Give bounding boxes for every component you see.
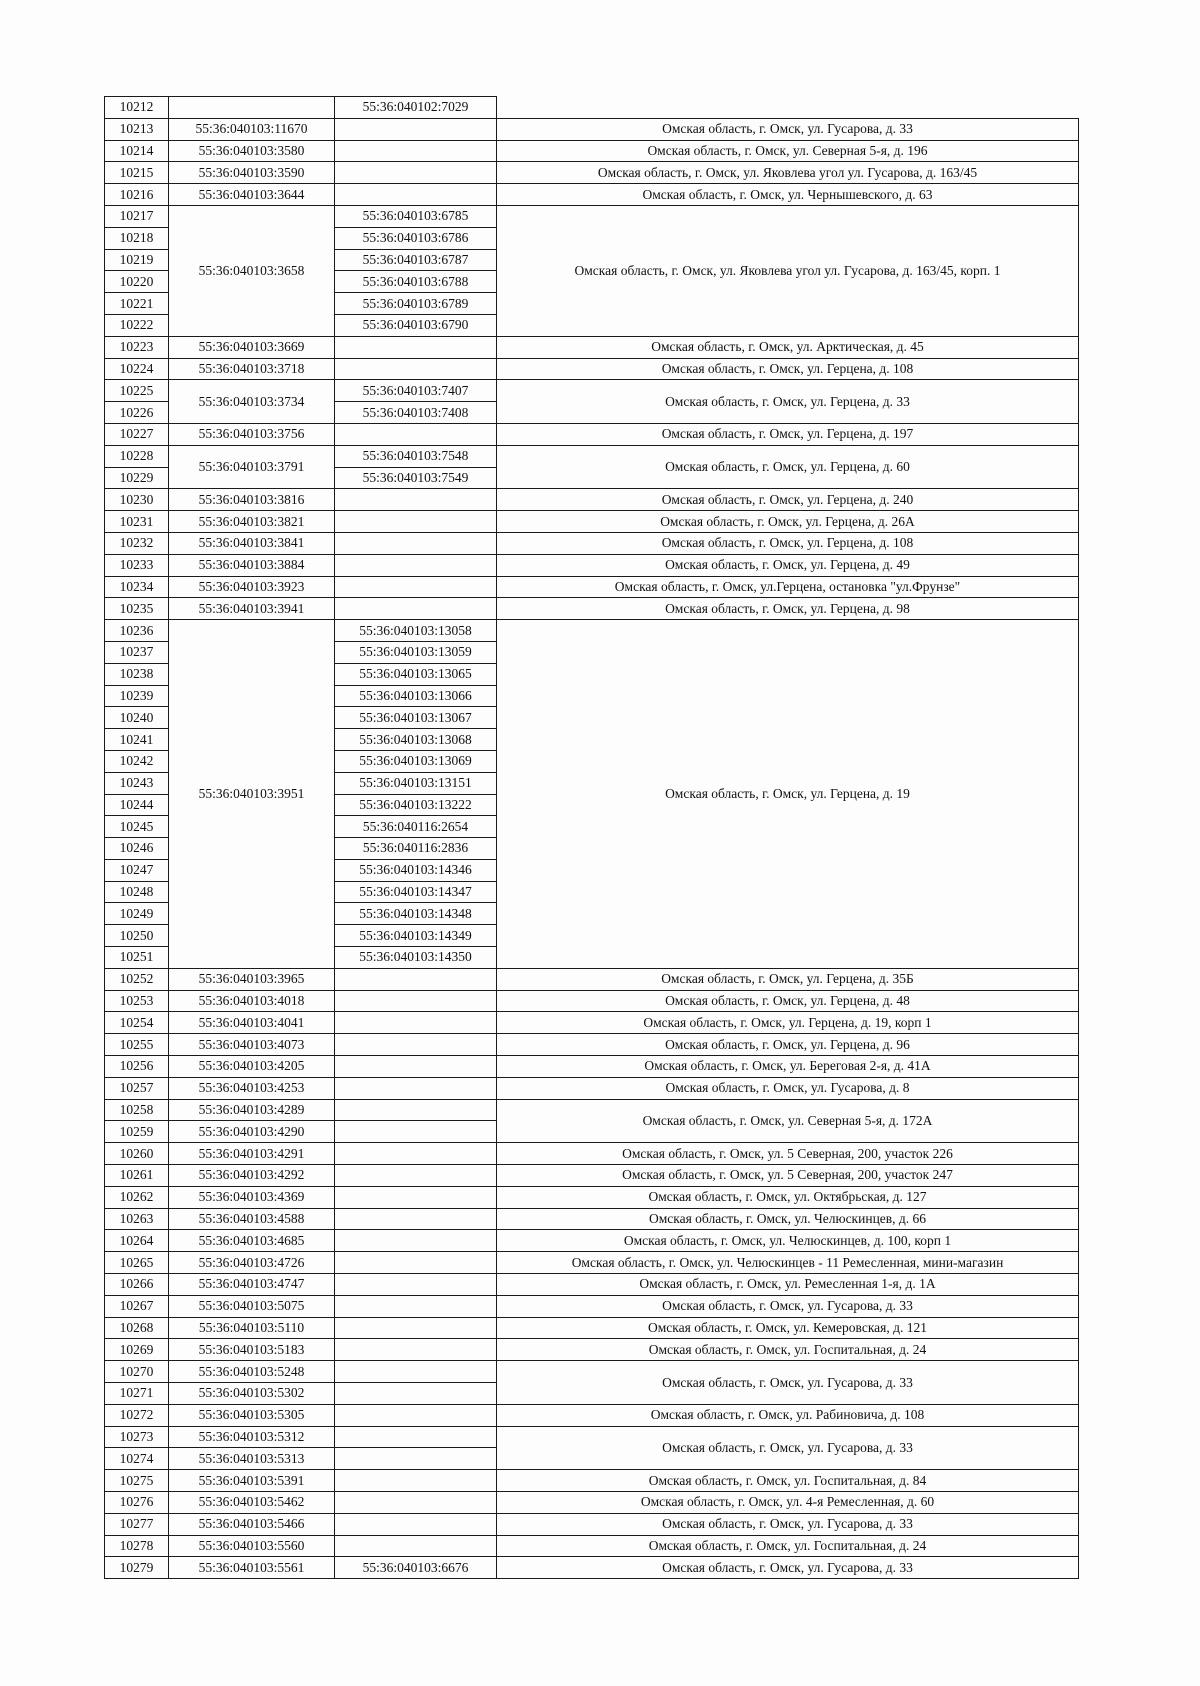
sub-cadastral-number-cell — [335, 1383, 497, 1405]
address-cell: Омская область, г. Омск, ул.Герцена, остановка "ул.Фрунзе" — [497, 576, 1079, 598]
cadastral-number-cell: 55:36:040103:5561 — [169, 1557, 335, 1579]
record-number-cell: 10276 — [105, 1492, 169, 1514]
table-row — [105, 140, 1079, 162]
sub-cadastral-number-cell — [335, 140, 497, 162]
sub-cadastral-number-cell — [335, 118, 497, 140]
address-cell: Омская область, г. Омск, ул. Герцена, д. 108 — [497, 358, 1079, 380]
table-row — [105, 532, 1079, 554]
address-cell: Омская область, г. Омск, ул. Гусарова, д. 33 — [497, 1513, 1079, 1535]
sub-cadastral-number-cell — [335, 423, 497, 445]
record-number-cell: 10265 — [105, 1252, 169, 1274]
address-cell: Омская область, г. Омск, ул. 5 Северная, 200, участок 226 — [497, 1143, 1079, 1165]
record-number-cell: 10269 — [105, 1339, 169, 1361]
sub-cadastral-number-cell — [335, 1470, 497, 1492]
table-row — [105, 336, 1079, 358]
sub-cadastral-number-cell: 55:36:040103:13067 — [335, 707, 497, 729]
table-row — [105, 1535, 1079, 1557]
sub-cadastral-number-cell: 55:36:040103:13069 — [335, 750, 497, 772]
table-row — [105, 423, 1079, 445]
address-cell: Омская область, г. Омск, ул. Герцена, д. 26А — [497, 511, 1079, 533]
address-cell: Омская область, г. Омск, ул. Береговая 2-я, д. 41А — [497, 1056, 1079, 1078]
sub-cadastral-number-cell — [335, 1012, 497, 1034]
cadastral-number-cell: 55:36:040103:4747 — [169, 1274, 335, 1296]
table-row — [105, 380, 1079, 402]
record-number-cell: 10220 — [105, 271, 169, 293]
address-cell: Омская область, г. Омск, ул. Герцена, д. 48 — [497, 990, 1079, 1012]
sub-cadastral-number-cell — [335, 554, 497, 576]
sub-cadastral-number-cell — [335, 1252, 497, 1274]
sub-cadastral-number-cell — [335, 1448, 497, 1470]
table-row — [105, 489, 1079, 511]
record-number-cell: 10234 — [105, 576, 169, 598]
sub-cadastral-number-cell — [335, 489, 497, 511]
sub-cadastral-number-cell: 55:36:040102:7029 — [335, 97, 497, 119]
record-number-cell: 10251 — [105, 947, 169, 969]
table-row — [105, 1230, 1079, 1252]
sub-cadastral-number-cell: 55:36:040103:14346 — [335, 859, 497, 881]
sub-cadastral-number-cell — [335, 1426, 497, 1448]
sub-cadastral-number-cell — [335, 162, 497, 184]
sub-cadastral-number-cell — [335, 598, 497, 620]
sub-cadastral-number-cell: 55:36:040103:6786 — [335, 227, 497, 249]
record-number-cell: 10239 — [105, 685, 169, 707]
cadastral-number-cell: 55:36:040103:4073 — [169, 1034, 335, 1056]
cadastral-number-cell: 55:36:040103:3734 — [169, 380, 335, 424]
table-row — [105, 1186, 1079, 1208]
record-number-cell: 10250 — [105, 925, 169, 947]
record-number-cell: 10227 — [105, 423, 169, 445]
sub-cadastral-number-cell — [335, 1274, 497, 1296]
cadastral-number-cell: 55:36:040103:4253 — [169, 1077, 335, 1099]
record-number-cell: 10268 — [105, 1317, 169, 1339]
cadastral-number-cell: 55:36:040103:3658 — [169, 205, 335, 336]
table-row — [105, 1143, 1079, 1165]
sub-cadastral-number-cell — [335, 1230, 497, 1252]
cadastral-number-cell: 55:36:040103:5248 — [169, 1361, 335, 1383]
sub-cadastral-number-cell: 55:36:040103:13222 — [335, 794, 497, 816]
table-row — [105, 1208, 1079, 1230]
address-cell: Омская область, г. Омск, ул. Челюскинцев, д. 66 — [497, 1208, 1079, 1230]
address-cell: Омская область, г. Омск, ул. Гусарова, д. 33 — [497, 118, 1079, 140]
cadastral-number-cell: 55:36:040103:3941 — [169, 598, 335, 620]
table-row — [105, 1470, 1079, 1492]
cadastral-number-cell: 55:36:040103:3821 — [169, 511, 335, 533]
address-cell: Омская область, г. Омск, ул. Герцена, д. 60 — [497, 445, 1079, 489]
sub-cadastral-number-cell — [335, 1165, 497, 1187]
cadastral-number-cell: 55:36:040103:11670 — [169, 118, 335, 140]
table-row — [105, 184, 1079, 206]
table-row — [105, 1099, 1079, 1121]
sub-cadastral-number-cell — [335, 1317, 497, 1339]
record-number-cell: 10266 — [105, 1274, 169, 1296]
cadastral-number-cell: 55:36:040103:5183 — [169, 1339, 335, 1361]
sub-cadastral-number-cell: 55:36:040103:6790 — [335, 314, 497, 336]
sub-cadastral-number-cell: 55:36:040103:7548 — [335, 445, 497, 467]
table-row — [105, 1274, 1079, 1296]
table-row — [105, 1295, 1079, 1317]
address-cell: Омская область, г. Омск, ул. Рабиновича, д. 108 — [497, 1404, 1079, 1426]
sub-cadastral-number-cell: 55:36:040103:7407 — [335, 380, 497, 402]
cadastral-number-cell: 55:36:040103:5462 — [169, 1492, 335, 1514]
sub-cadastral-number-cell — [335, 184, 497, 206]
sub-cadastral-number-cell — [335, 1077, 497, 1099]
address-cell: Омская область, г. Омск, ул. Чернышевского, д. 63 — [497, 184, 1079, 206]
table-row — [105, 968, 1079, 990]
sub-cadastral-number-cell — [335, 1186, 497, 1208]
table-row — [105, 1012, 1079, 1034]
sub-cadastral-number-cell: 55:36:040103:13065 — [335, 663, 497, 685]
sub-cadastral-number-cell: 55:36:040103:13059 — [335, 641, 497, 663]
address-cell: Омская область, г. Омск, ул. Герцена, д. 33 — [497, 380, 1079, 424]
sub-cadastral-number-cell: 55:36:040103:14350 — [335, 947, 497, 969]
cadastral-number-cell: 55:36:040103:5560 — [169, 1535, 335, 1557]
cadastral-number-cell: 55:36:040103:5075 — [169, 1295, 335, 1317]
address-cell: Омская область, г. Омск, ул. Герцена, д. 108 — [497, 532, 1079, 554]
record-number-cell: 10213 — [105, 118, 169, 140]
sub-cadastral-number-cell — [335, 1143, 497, 1165]
record-number-cell: 10272 — [105, 1404, 169, 1426]
address-cell: Омская область, г. Омск, ул. Ремесленная 1-я, д. 1А — [497, 1274, 1079, 1296]
sub-cadastral-number-cell: 55:36:040103:6785 — [335, 205, 497, 227]
sub-cadastral-number-cell: 55:36:040116:2654 — [335, 816, 497, 838]
record-number-cell: 10226 — [105, 402, 169, 424]
record-number-cell: 10245 — [105, 816, 169, 838]
sub-cadastral-number-cell: 55:36:040103:13058 — [335, 620, 497, 642]
record-number-cell: 10270 — [105, 1361, 169, 1383]
record-number-cell: 10263 — [105, 1208, 169, 1230]
table-row — [105, 1426, 1079, 1448]
table-row — [105, 1034, 1079, 1056]
cadastral-number-cell: 55:36:040103:3965 — [169, 968, 335, 990]
cadastral-number-cell: 55:36:040103:5466 — [169, 1513, 335, 1535]
address-cell: Омская область, г. Омск, ул. Герцена, д. 19 — [497, 620, 1079, 969]
record-number-cell: 10261 — [105, 1165, 169, 1187]
cadastral-number-cell: 55:36:040103:3951 — [169, 620, 335, 969]
sub-cadastral-number-cell — [335, 532, 497, 554]
cadastral-number-cell: 55:36:040103:3756 — [169, 423, 335, 445]
record-number-cell: 10273 — [105, 1426, 169, 1448]
address-cell: Омская область, г. Омск, ул. Госпитальная, д. 24 — [497, 1535, 1079, 1557]
record-number-cell: 10255 — [105, 1034, 169, 1056]
record-number-cell: 10249 — [105, 903, 169, 925]
cadastral-number-cell: 55:36:040103:4685 — [169, 1230, 335, 1252]
address-cell: Омская область, г. Омск, ул. Герцена, д. 197 — [497, 423, 1079, 445]
record-number-cell: 10271 — [105, 1383, 169, 1405]
address-cell: Омская область, г. Омск, ул. Герцена, д. 240 — [497, 489, 1079, 511]
record-number-cell: 10277 — [105, 1513, 169, 1535]
record-number-cell: 10260 — [105, 1143, 169, 1165]
sub-cadastral-number-cell — [335, 358, 497, 380]
record-number-cell: 10242 — [105, 750, 169, 772]
sub-cadastral-number-cell — [335, 968, 497, 990]
record-number-cell: 10256 — [105, 1056, 169, 1078]
cadastral-number-cell: 55:36:040103:5391 — [169, 1470, 335, 1492]
record-number-cell: 10222 — [105, 314, 169, 336]
address-cell: Омская область, г. Омск, ул. Северная 5-я, д. 172А — [497, 1099, 1079, 1143]
record-number-cell: 10238 — [105, 663, 169, 685]
sub-cadastral-number-cell: 55:36:040103:6789 — [335, 293, 497, 315]
sub-cadastral-number-cell — [335, 1099, 497, 1121]
cadastral-number-cell: 55:36:040103:4289 — [169, 1099, 335, 1121]
table-row — [105, 554, 1079, 576]
cadastral-number-cell: 55:36:040103:4369 — [169, 1186, 335, 1208]
record-number-cell: 10236 — [105, 620, 169, 642]
cadastral-number-cell: 55:36:040103:4041 — [169, 1012, 335, 1034]
table-row — [105, 162, 1079, 184]
table-row — [105, 1404, 1079, 1426]
table-row — [105, 511, 1079, 533]
record-number-cell: 10217 — [105, 205, 169, 227]
record-number-cell: 10241 — [105, 729, 169, 751]
sub-cadastral-number-cell — [335, 990, 497, 1012]
address-cell: Омская область, г. Омск, ул. Гусарова, д. 8 — [497, 1077, 1079, 1099]
address-cell: Омская область, г. Омск, ул. Герцена, д. 35Б — [497, 968, 1079, 990]
record-number-cell: 10233 — [105, 554, 169, 576]
table-row — [105, 1492, 1079, 1514]
cadastral-number-cell: 55:36:040103:4205 — [169, 1056, 335, 1078]
address-cell: Омская область, г. Омск, ул. 4-я Ремесленная, д. 60 — [497, 1492, 1079, 1514]
table-row — [105, 1056, 1079, 1078]
record-number-cell: 10259 — [105, 1121, 169, 1143]
record-number-cell: 10229 — [105, 467, 169, 489]
sub-cadastral-number-cell: 55:36:040103:7549 — [335, 467, 497, 489]
address-cell: Омская область, г. Омск, ул. Гусарова, д. 33 — [497, 1361, 1079, 1405]
sub-cadastral-number-cell — [335, 1034, 497, 1056]
address-cell: Омская область, г. Омск, ул. Герцена, д. 96 — [497, 1034, 1079, 1056]
sub-cadastral-number-cell — [335, 1492, 497, 1514]
record-number-cell: 10248 — [105, 881, 169, 903]
address-cell: Омская область, г. Омск, ул. Герцена, д. 19, корп 1 — [497, 1012, 1079, 1034]
table-row — [105, 1557, 1079, 1579]
cadastral-number-cell: 55:36:040103:3841 — [169, 532, 335, 554]
registry-table — [104, 96, 1079, 1579]
address-cell: Омская область, г. Омск, ул. Челюскинцев - 11 Ремесленная, мини-магазин — [497, 1252, 1079, 1274]
table-row — [105, 620, 1079, 642]
cadastral-number-cell: 55:36:040103:3923 — [169, 576, 335, 598]
record-number-cell: 10225 — [105, 380, 169, 402]
table-row — [105, 1077, 1079, 1099]
record-number-cell: 10257 — [105, 1077, 169, 1099]
record-number-cell: 10232 — [105, 532, 169, 554]
registry-table-body — [105, 97, 1079, 1579]
address-cell: Омская область, г. Омск, ул. Госпитальная, д. 24 — [497, 1339, 1079, 1361]
record-number-cell: 10279 — [105, 1557, 169, 1579]
record-number-cell: 10228 — [105, 445, 169, 467]
cadastral-number-cell: 55:36:040103:5305 — [169, 1404, 335, 1426]
address-cell: Омская область, г. Омск, ул. Гусарова, д. 33 — [497, 1557, 1079, 1579]
sub-cadastral-number-cell — [335, 1361, 497, 1383]
cadastral-number-cell: 55:36:040103:3884 — [169, 554, 335, 576]
table-row — [105, 358, 1079, 380]
cadastral-number-cell: 55:36:040103:3590 — [169, 162, 335, 184]
sub-cadastral-number-cell — [335, 1404, 497, 1426]
table-row — [105, 1513, 1079, 1535]
record-number-cell: 10254 — [105, 1012, 169, 1034]
table-row — [105, 97, 1079, 119]
cadastral-number-cell: 55:36:040103:3791 — [169, 445, 335, 489]
table-row — [105, 598, 1079, 620]
sub-cadastral-number-cell — [335, 1056, 497, 1078]
sub-cadastral-number-cell — [335, 1339, 497, 1361]
sub-cadastral-number-cell — [335, 1208, 497, 1230]
record-number-cell: 10215 — [105, 162, 169, 184]
cadastral-number-cell — [169, 97, 335, 119]
table-row — [105, 118, 1079, 140]
address-cell: Омская область, г. Омск, ул. Челюскинцев, д. 100, корп 1 — [497, 1230, 1079, 1252]
record-number-cell: 10219 — [105, 249, 169, 271]
record-number-cell: 10224 — [105, 358, 169, 380]
cadastral-number-cell: 55:36:040103:4588 — [169, 1208, 335, 1230]
sub-cadastral-number-cell: 55:36:040103:13068 — [335, 729, 497, 751]
sub-cadastral-number-cell — [335, 1295, 497, 1317]
table-row — [105, 205, 1079, 227]
record-number-cell: 10237 — [105, 641, 169, 663]
address-cell — [497, 97, 1079, 119]
sub-cadastral-number-cell — [335, 1121, 497, 1143]
sub-cadastral-number-cell — [335, 1513, 497, 1535]
sub-cadastral-number-cell: 55:36:040103:6787 — [335, 249, 497, 271]
record-number-cell: 10247 — [105, 859, 169, 881]
sub-cadastral-number-cell: 55:36:040116:2836 — [335, 838, 497, 860]
table-row — [105, 1165, 1079, 1187]
sub-cadastral-number-cell: 55:36:040103:6676 — [335, 1557, 497, 1579]
sub-cadastral-number-cell: 55:36:040103:6788 — [335, 271, 497, 293]
cadastral-number-cell: 55:36:040103:3580 — [169, 140, 335, 162]
sub-cadastral-number-cell — [335, 576, 497, 598]
table-row — [105, 445, 1079, 467]
address-cell: Омская область, г. Омск, ул. 5 Северная, 200, участок 247 — [497, 1165, 1079, 1187]
record-number-cell: 10230 — [105, 489, 169, 511]
address-cell: Омская область, г. Омск, ул. Северная 5-я, д. 196 — [497, 140, 1079, 162]
table-row — [105, 1339, 1079, 1361]
cadastral-number-cell: 55:36:040103:3669 — [169, 336, 335, 358]
cadastral-number-cell: 55:36:040103:4018 — [169, 990, 335, 1012]
record-number-cell: 10223 — [105, 336, 169, 358]
cadastral-number-cell: 55:36:040103:5312 — [169, 1426, 335, 1448]
cadastral-number-cell: 55:36:040103:4291 — [169, 1143, 335, 1165]
table-row — [105, 1361, 1079, 1383]
address-cell: Омская область, г. Омск, ул. Герцена, д. 49 — [497, 554, 1079, 576]
cadastral-number-cell: 55:36:040103:5110 — [169, 1317, 335, 1339]
record-number-cell: 10267 — [105, 1295, 169, 1317]
address-cell: Омская область, г. Омск, ул. Яковлева угол ул. Гусарова, д. 163/45 — [497, 162, 1079, 184]
sub-cadastral-number-cell — [335, 1535, 497, 1557]
sub-cadastral-number-cell: 55:36:040103:14347 — [335, 881, 497, 903]
sub-cadastral-number-cell: 55:36:040103:14349 — [335, 925, 497, 947]
record-number-cell: 10235 — [105, 598, 169, 620]
sub-cadastral-number-cell: 55:36:040103:14348 — [335, 903, 497, 925]
record-number-cell: 10212 — [105, 97, 169, 119]
table-row — [105, 576, 1079, 598]
cadastral-number-cell: 55:36:040103:5302 — [169, 1383, 335, 1405]
record-number-cell: 10218 — [105, 227, 169, 249]
cadastral-number-cell: 55:36:040103:3644 — [169, 184, 335, 206]
record-number-cell: 10221 — [105, 293, 169, 315]
cadastral-number-cell: 55:36:040103:4290 — [169, 1121, 335, 1143]
address-cell: Омская область, г. Омск, ул. Октябрьская, д. 127 — [497, 1186, 1079, 1208]
record-number-cell: 10214 — [105, 140, 169, 162]
record-number-cell: 10275 — [105, 1470, 169, 1492]
address-cell: Омская область, г. Омск, ул. Герцена, д. 98 — [497, 598, 1079, 620]
cadastral-number-cell: 55:36:040103:4726 — [169, 1252, 335, 1274]
cadastral-number-cell: 55:36:040103:5313 — [169, 1448, 335, 1470]
record-number-cell: 10243 — [105, 772, 169, 794]
address-cell: Омская область, г. Омск, ул. Кемеровская, д. 121 — [497, 1317, 1079, 1339]
table-row — [105, 1317, 1079, 1339]
record-number-cell: 10244 — [105, 794, 169, 816]
address-cell: Омская область, г. Омск, ул. Гусарова, д. 33 — [497, 1295, 1079, 1317]
address-cell: Омская область, г. Омск, ул. Гусарова, д. 33 — [497, 1426, 1079, 1470]
record-number-cell: 10278 — [105, 1535, 169, 1557]
address-cell: Омская область, г. Омск, ул. Госпитальная, д. 84 — [497, 1470, 1079, 1492]
record-number-cell: 10264 — [105, 1230, 169, 1252]
table-row — [105, 1252, 1079, 1274]
record-number-cell: 10253 — [105, 990, 169, 1012]
cadastral-number-cell: 55:36:040103:4292 — [169, 1165, 335, 1187]
address-cell: Омская область, г. Омск, ул. Арктическая, д. 45 — [497, 336, 1079, 358]
record-number-cell: 10231 — [105, 511, 169, 533]
sub-cadastral-number-cell — [335, 336, 497, 358]
address-cell: Омская область, г. Омск, ул. Яковлева угол ул. Гусарова, д. 163/45, корп. 1 — [497, 205, 1079, 336]
sub-cadastral-number-cell: 55:36:040103:13066 — [335, 685, 497, 707]
record-number-cell: 10216 — [105, 184, 169, 206]
sub-cadastral-number-cell: 55:36:040103:7408 — [335, 402, 497, 424]
cadastral-number-cell: 55:36:040103:3816 — [169, 489, 335, 511]
cadastral-number-cell: 55:36:040103:3718 — [169, 358, 335, 380]
table-row — [105, 990, 1079, 1012]
record-number-cell: 10246 — [105, 838, 169, 860]
sub-cadastral-number-cell — [335, 511, 497, 533]
sub-cadastral-number-cell: 55:36:040103:13151 — [335, 772, 497, 794]
record-number-cell: 10252 — [105, 968, 169, 990]
record-number-cell: 10262 — [105, 1186, 169, 1208]
record-number-cell: 10240 — [105, 707, 169, 729]
record-number-cell: 10258 — [105, 1099, 169, 1121]
record-number-cell: 10274 — [105, 1448, 169, 1470]
